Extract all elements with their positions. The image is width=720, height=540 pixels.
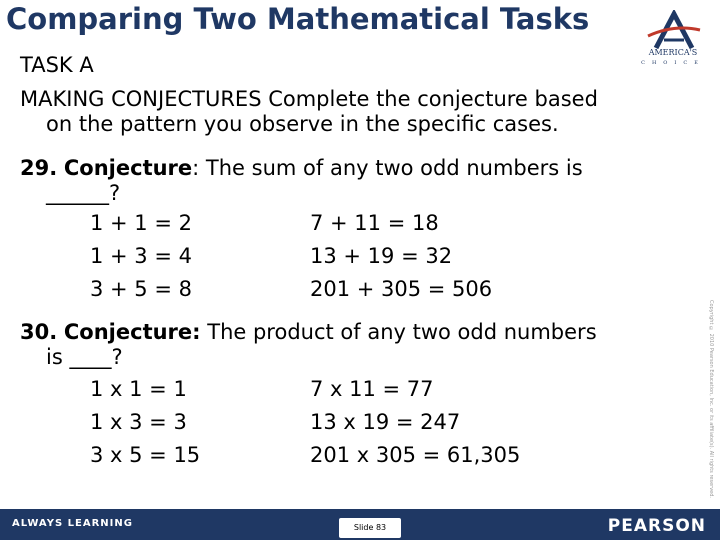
q29-example-left-2: 1 + 3 = 4 bbox=[90, 244, 192, 268]
task-label: TASK A bbox=[20, 53, 94, 77]
q29-example-right-3: 201 + 305 = 506 bbox=[310, 277, 493, 301]
footer-tagline: ALWAYS LEARNING bbox=[12, 518, 133, 529]
q30-example-right-1: 7 x 11 = 77 bbox=[310, 377, 434, 401]
q29-example-left-1: 1 + 1 = 2 bbox=[90, 211, 192, 235]
question-29-text: : The sum of any two odd numbers is bbox=[192, 156, 583, 180]
q30-example-left-2: 1 x 3 = 3 bbox=[90, 410, 187, 434]
question-29-keyword: Conjecture bbox=[63, 156, 193, 180]
question-30-number: 30. bbox=[20, 320, 58, 344]
question-30-blank: is ____? bbox=[46, 345, 123, 369]
q30-example-left-3: 3 x 5 = 15 bbox=[90, 443, 201, 467]
copyright-notice: Copyright © 2010 Pearson Education, Inc. or its affiliate(s). All rights reserved. bbox=[708, 300, 714, 499]
logo-a-icon bbox=[646, 10, 702, 50]
q29-example-left-3: 3 + 5 = 8 bbox=[90, 277, 192, 301]
q30-example-right-2: 13 x 19 = 247 bbox=[310, 410, 461, 434]
question-30-text: The product of any two odd numbers bbox=[200, 320, 597, 344]
task-description-line-1: MAKING CONJECTURES Complete the conjecture based bbox=[20, 87, 598, 111]
q29-example-right-1: 7 + 11 = 18 bbox=[310, 211, 439, 235]
q30-example-left-1: 1 x 1 = 1 bbox=[90, 377, 187, 401]
logo-subtitle: CHOICE bbox=[641, 60, 705, 66]
pearson-logo: PEARSON bbox=[607, 516, 706, 536]
q29-example-right-2: 13 + 19 = 32 bbox=[310, 244, 453, 268]
question-30-prompt bbox=[20, 319, 597, 345]
question-29-blank: ______? bbox=[46, 181, 121, 205]
slide-number: Slide 83 bbox=[339, 518, 401, 538]
slide-title: Comparing Two Mathematical Tasks bbox=[6, 2, 590, 36]
question-29-number: 29. bbox=[20, 156, 58, 180]
task-description-line-2: on the pattern you observe in the specific cases. bbox=[46, 112, 559, 136]
question-29-prompt bbox=[20, 155, 583, 181]
logo-name: AMERICA'S bbox=[648, 48, 698, 57]
footer-bar bbox=[0, 509, 720, 540]
question-30-keyword: Conjecture: bbox=[63, 320, 201, 344]
americas-choice-logo bbox=[638, 10, 708, 68]
q30-example-right-3: 201 x 305 = 61,305 bbox=[310, 443, 521, 467]
